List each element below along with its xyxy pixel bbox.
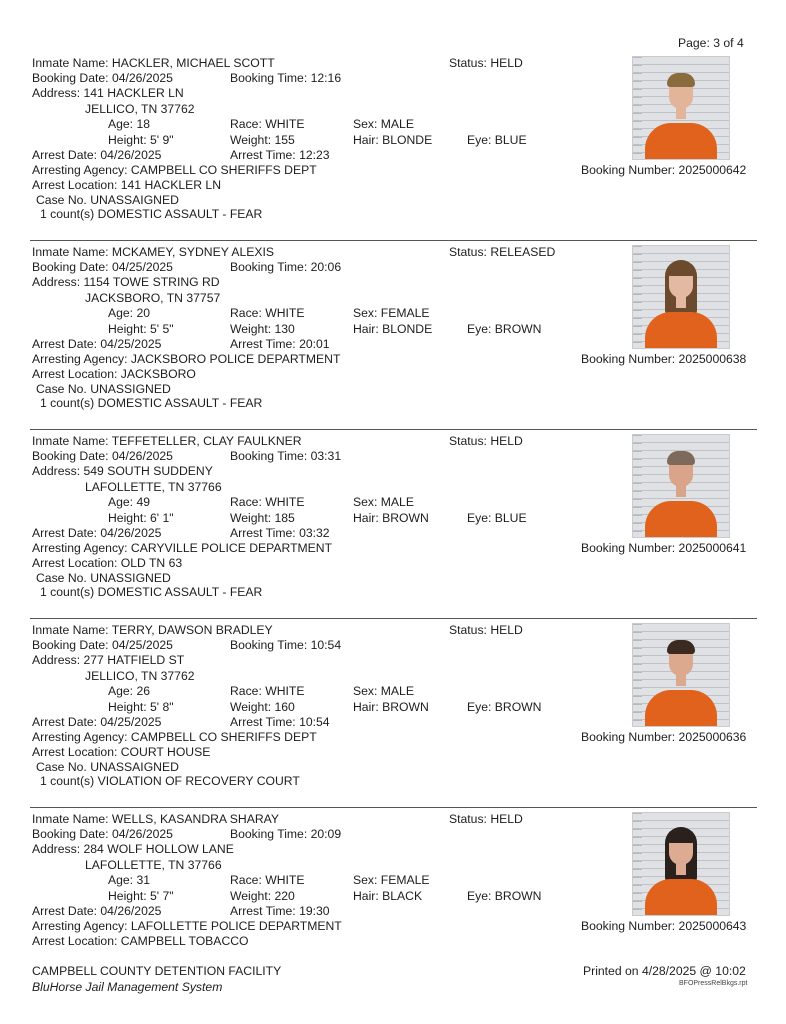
address-line-1: Address: 284 WOLF HOLLOW LANE — [32, 842, 234, 856]
arresting-agency: Arresting Agency: CARYVILLE POLICE DEPARTMENT — [32, 541, 333, 555]
inmate-record — [0, 189, 786, 410]
arrest-location: Arrest Location: OLD TN 63 — [32, 556, 183, 570]
race: Race: WHITE — [230, 306, 305, 320]
address-line-2: JACKSBORO, TN 37757 — [85, 291, 221, 305]
booking-date: Booking Date: 04/25/2025 — [32, 260, 173, 274]
address-line-2: LAFOLLETTE, TN 37766 — [85, 480, 222, 494]
eye-color: Eye: BROWN — [467, 889, 542, 903]
booking-date: Booking Date: 04/26/2025 — [32, 449, 173, 463]
arrest-date: Arrest Date: 04/26/2025 — [32, 526, 162, 540]
report-file-name: BFOPressRelBkgs.rpt — [679, 980, 748, 987]
hair-color: Hair: BROWN — [353, 700, 429, 714]
facility-name: CAMPBELL COUNTY DETENTION FACILITY — [32, 964, 282, 978]
race: Race: WHITE — [230, 495, 305, 509]
status: Status: HELD — [449, 434, 523, 448]
eye-color: Eye: BLUE — [467, 133, 527, 147]
arrest-time: Arrest Time: 10:54 — [230, 715, 330, 729]
sex: Sex: MALE — [353, 684, 414, 698]
status: Status: HELD — [449, 812, 523, 826]
inmate-name: Inmate Name: TEFFETELLER, CLAY FAULKNER — [32, 434, 302, 448]
charge: 1 count(s) DOMESTIC ASSAULT - FEAR — [40, 585, 263, 599]
eye-color: Eye: BROWN — [467, 322, 542, 336]
arresting-agency: Arresting Agency: CAMPBELL CO SHERIFFS DEPT — [32, 730, 317, 744]
booking-date: Booking Date: 04/26/2025 — [32, 827, 173, 841]
booking-number: Booking Number: 2025000638 — [581, 352, 747, 366]
booking-date: Booking Date: 04/26/2025 — [32, 71, 173, 85]
height: Height: 5' 9" — [108, 133, 174, 147]
arrest-time: Arrest Time: 19:30 — [230, 904, 330, 918]
charge: 1 count(s) DOMESTIC ASSAULT - FEAR — [40, 207, 263, 221]
hair-color: Hair: BLACK — [353, 889, 423, 903]
weight: Weight: 220 — [230, 889, 295, 903]
race: Race: WHITE — [230, 873, 305, 887]
weight: Weight: 160 — [230, 700, 295, 714]
inmate-record — [0, 378, 786, 599]
hair-color: Hair: BROWN — [353, 511, 429, 525]
height: Height: 6' 1" — [108, 511, 174, 525]
age: Age: 49 — [108, 495, 151, 509]
booking-date: Booking Date: 04/25/2025 — [32, 638, 173, 652]
status: Status: RELEASED — [449, 245, 556, 259]
age: Age: 26 — [108, 684, 151, 698]
address-line-2: JELLICO, TN 37762 — [85, 102, 195, 116]
booking-number: Booking Number: 2025000636 — [581, 730, 747, 744]
case-number: Case No. UNASSAIGNED — [36, 193, 179, 207]
booking-number: Booking Number: 2025000641 — [581, 541, 747, 555]
booking-time: Booking Time: 12:16 — [230, 71, 342, 85]
race: Race: WHITE — [230, 117, 305, 131]
mugshot-photo — [632, 245, 730, 349]
mugshot-photo — [632, 812, 730, 916]
address-line-2: JELLICO, TN 37762 — [85, 669, 195, 683]
race: Race: WHITE — [230, 684, 305, 698]
inmate-record — [0, 0, 786, 221]
age: Age: 31 — [108, 873, 151, 887]
inmate-record — [0, 567, 786, 788]
address-line-1: Address: 549 SOUTH SUDDENY — [32, 464, 213, 478]
address-line-1: Address: 277 HATFIELD ST — [32, 653, 185, 667]
sex: Sex: FEMALE — [353, 306, 430, 320]
sex: Sex: FEMALE — [353, 873, 430, 887]
sex: Sex: MALE — [353, 495, 414, 509]
booking-time: Booking Time: 20:09 — [230, 827, 342, 841]
charge: 1 count(s) DOMESTIC ASSAULT - FEAR — [40, 396, 263, 410]
inmate-record — [0, 756, 786, 946]
arresting-agency: Arresting Agency: JACKSBORO POLICE DEPARTMENT — [32, 352, 341, 366]
address-line-1: Address: 1154 TOWE STRING RD — [32, 275, 220, 289]
arrest-location: Arrest Location: CAMPBELL TOBACCO — [32, 934, 249, 948]
inmate-name: Inmate Name: HACKLER, MICHAEL SCOTT — [32, 56, 275, 70]
height: Height: 5' 5" — [108, 322, 174, 336]
arrest-time: Arrest Time: 03:32 — [230, 526, 330, 540]
arrest-time: Arrest Time: 20:01 — [230, 337, 330, 351]
inmate-name: Inmate Name: WELLS, KASANDRA SHARAY — [32, 812, 279, 826]
arrest-time: Arrest Time: 12:23 — [230, 148, 330, 162]
status: Status: HELD — [449, 623, 523, 637]
age: Age: 20 — [108, 306, 151, 320]
arrest-date: Arrest Date: 04/26/2025 — [32, 904, 162, 918]
status: Status: HELD — [449, 56, 523, 70]
mugshot-photo — [632, 56, 730, 160]
page-number: Page: 3 of 4 — [678, 36, 744, 50]
height: Height: 5' 7" — [108, 889, 174, 903]
case-number: Case No. UNASSIGNED — [36, 382, 171, 396]
weight: Weight: 130 — [230, 322, 295, 336]
booking-time: Booking Time: 10:54 — [230, 638, 342, 652]
inmate-name: Inmate Name: MCKAMEY, SYDNEY ALEXIS — [32, 245, 275, 259]
sex: Sex: MALE — [353, 117, 414, 131]
case-number: Case No. UNASSIGNED — [36, 571, 171, 585]
arresting-agency: Arresting Agency: LAFOLLETTE POLICE DEPARTMENT — [32, 919, 342, 933]
arrest-location: Arrest Location: COURT HOUSE — [32, 745, 211, 759]
address-line-1: Address: 141 HACKLER LN — [32, 86, 184, 100]
case-number: Case No. UNASSAIGNED — [36, 760, 179, 774]
address-line-2: LAFOLLETTE, TN 37766 — [85, 858, 222, 872]
charge: 1 count(s) VIOLATION OF RECOVERY COURT — [40, 774, 300, 788]
arrest-location: Arrest Location: 141 HACKLER LN — [32, 178, 221, 192]
booking-number: Booking Number: 2025000642 — [581, 163, 747, 177]
booking-time: Booking Time: 20:06 — [230, 260, 342, 274]
booking-time: Booking Time: 03:31 — [230, 449, 342, 463]
system-name: BluHorse Jail Management System — [32, 980, 223, 994]
eye-color: Eye: BLUE — [467, 511, 527, 525]
mugshot-photo — [632, 623, 730, 727]
age: Age: 18 — [108, 117, 151, 131]
mugshot-photo — [632, 434, 730, 538]
printed-timestamp: Printed on 4/28/2025 @ 10:02 — [583, 964, 746, 978]
eye-color: Eye: BROWN — [467, 700, 542, 714]
weight: Weight: 155 — [230, 133, 295, 147]
hair-color: Hair: BLONDE — [353, 133, 433, 147]
inmate-name: Inmate Name: TERRY, DAWSON BRADLEY — [32, 623, 273, 637]
arrest-date: Arrest Date: 04/25/2025 — [32, 715, 162, 729]
arrest-location: Arrest Location: JACKSBORO — [32, 367, 196, 381]
arresting-agency: Arresting Agency: CAMPBELL CO SHERIFFS DEPT — [32, 163, 317, 177]
arrest-date: Arrest Date: 04/25/2025 — [32, 337, 162, 351]
height: Height: 5' 8" — [108, 700, 174, 714]
arrest-date: Arrest Date: 04/26/2025 — [32, 148, 162, 162]
weight: Weight: 185 — [230, 511, 295, 525]
booking-number: Booking Number: 2025000643 — [581, 919, 747, 933]
hair-color: Hair: BLONDE — [353, 322, 433, 336]
